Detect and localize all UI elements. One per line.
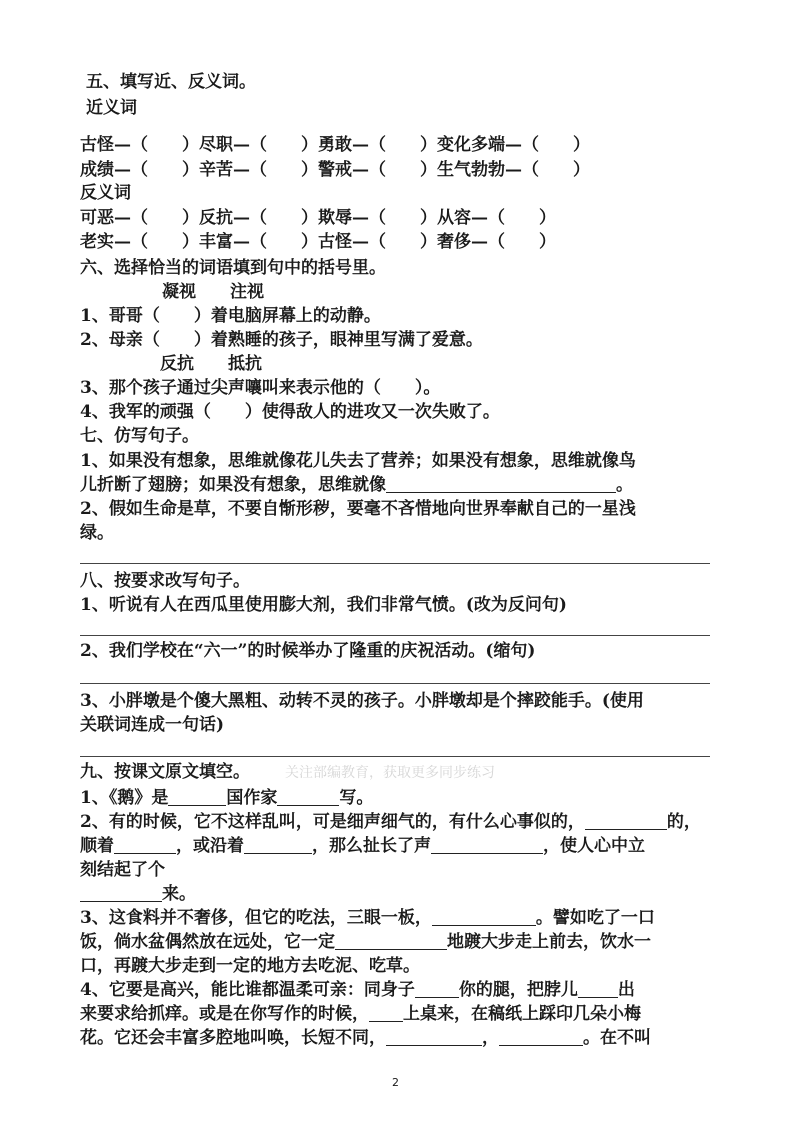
sec6-question-1: 1、哥哥（ ）着电脑屏幕上的动静。 [80,306,381,326]
sec8-q3-line-1: 3、小胖墩是个傻大黑粗、动转不灵的孩子。小胖墩却是个摔跤能手。(使用 [80,691,644,711]
section-6-title: 六、选择恰当的词语填到句中的括号里。 [80,258,386,278]
answer-line[interactable] [80,563,710,564]
sec7-q2-line-1: 2、假如生命是草，不要自惭形秽，要毫不吝惜地向世界奉献自己的一星浅 [80,499,636,519]
word-choices-2: 反抗 抵抗 [160,354,262,374]
answer-blank[interactable] [369,1003,403,1022]
sec6-question-2: 2、母亲（ ）着熟睡的孩子，眼神里写满了爱意。 [80,330,483,350]
sec7-q2-line-2: 绿。 [80,523,114,543]
sec8-question-2: 2、我们学校在“六一”的时候举办了隆重的庆祝活动。(缩句) [80,641,536,661]
sec6-question-3: 3、那个孩子通过尖声嚷叫来表示他的（ ）。 [80,378,441,398]
sec9-q2-line-1: 2、有的时候，它不这样乱叫，可是细声细气的，有什么心事似的， 的， [80,812,701,832]
answer-blank[interactable] [168,787,226,806]
sec9-q3-line-3: 口，再踱大步走到一定的地方去吃泥、吃草。 [80,956,420,976]
sec9-q4-line-2: 来要求给抓痒。或是在你写作的时候， 上桌来，在稿纸上踩印几朵小梅 [80,1004,641,1024]
sec9-q3-line-2: 饭，倘水盆偶然放在远处，它一定 地踱大步走上前去，饮水一 [80,932,651,952]
sec8-q3-line-2: 关联词连成一句话) [80,715,225,735]
answer-blank[interactable] [277,787,339,806]
answer-line[interactable] [80,635,710,636]
sec9-q2-line-2: 顺着 ，或沿着 ，那么扯长了声 ，使人心中立 [80,836,645,856]
section-5-title: 五、填写近、反义词。 [86,72,256,92]
sec8-question-1: 1、听说有人在西瓜里使用膨大剂，我们非常气愤。(改为反问句) [80,595,567,615]
answer-blank[interactable] [499,1027,583,1046]
answer-blank[interactable] [114,835,176,854]
sec9-q3-line-1: 3、这食料并不奢侈，但它的吃法，三眼一板， 。譬如吃了一口 [80,908,655,928]
sec9-q2-line-3: 刻结起了个 [80,860,165,880]
sec9-q2-line-4: 来。 [80,882,196,906]
word-choices-1: 凝视 注视 [162,282,264,302]
sec7-q1-line-1: 1、如果没有想象，思维就像花儿失去了营养；如果没有想象，思维就像鸟 [80,451,636,471]
answer-blank[interactable] [585,811,667,830]
answer-line[interactable] [80,683,710,684]
synonyms-label: 近义词 [86,98,137,118]
answer-blank[interactable] [578,979,618,998]
answer-blank[interactable] [244,835,312,854]
sec9-q4-line-1: 4、它要是高兴，能比谁都温柔可亲：同身子 你的腿，把脖儿 出 [80,980,635,1000]
answer-blank[interactable] [431,835,543,854]
watermark-text: 关注部编教育，获取更多同步练习 [285,765,495,781]
synonym-row-2: 成绩—（ ）辛苦—（ ）警戒—（ ）生气勃勃—（ ） [80,160,590,180]
sec7-q1-end: 。 [616,475,633,495]
answer-blank[interactable] [80,883,162,902]
answer-blank[interactable] [415,979,459,998]
page-number: 2 [392,1076,399,1089]
antonym-row-2: 老实—（ ）丰富—（ ）古怪—（ ）奢侈—（ ） [80,232,556,252]
section-9-title: 九、按课文原文填空。 [80,762,250,782]
antonym-row-1: 可恶—（ ）反抗—（ ）欺辱—（ ）从容—（ ） [80,208,556,228]
section-7-title: 七、仿写句子。 [80,426,199,446]
sec9-q4-line-3: 花。它还会丰富多腔地叫唤，长短不同， ， 。在不叫 [80,1028,651,1048]
sec7-q1-text: 儿折断了翅膀；如果没有想象，思维就像 [80,475,386,495]
answer-blank[interactable] [432,907,536,926]
sec7-q1-line-2 [80,473,633,497]
answer-blank[interactable] [386,474,616,493]
sec6-question-4: 4、我军的顽强（ ）使得敌人的进攻又一次失败了。 [80,402,500,422]
antonyms-label: 反义词 [80,183,131,203]
synonym-row-1: 古怪—（ ）尽职—（ ）勇敢—（ ）变化多端—（ ） [80,135,590,155]
section-8-title: 八、按要求改写句子。 [80,571,250,591]
sec9-question-1: 1、《鹅》是 国作家 写。 [80,788,374,808]
answer-blank[interactable] [335,931,447,950]
answer-line[interactable] [80,756,710,757]
answer-blank[interactable] [386,1027,482,1046]
